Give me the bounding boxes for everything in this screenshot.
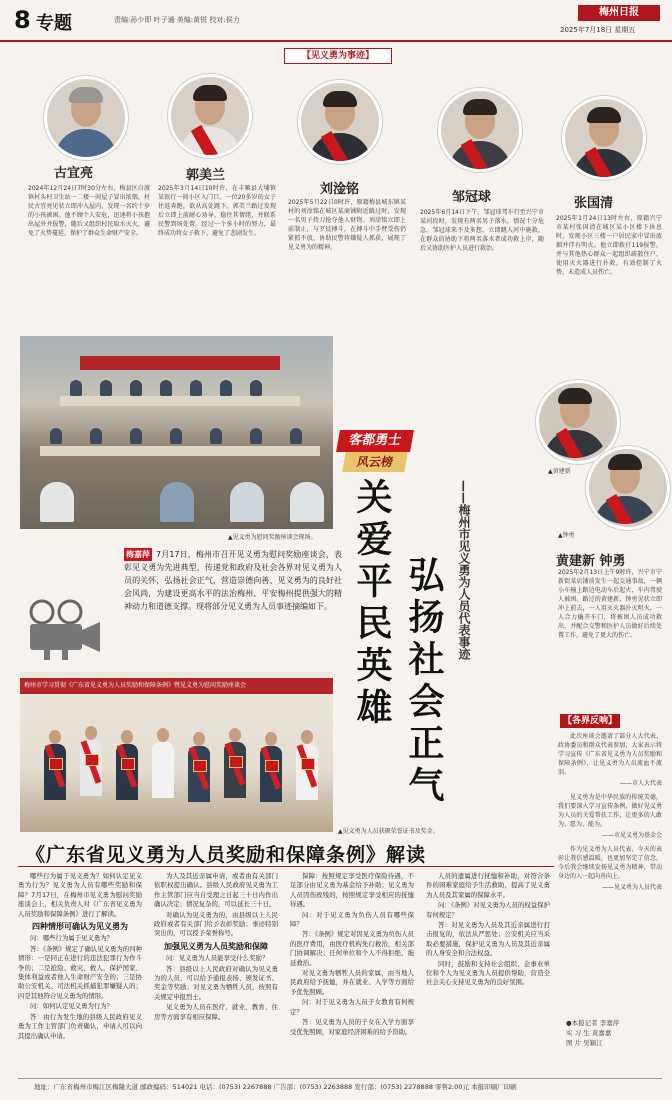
article-column [426, 872, 550, 1070]
article-paragraph: 对确认为见义勇为的，由县级以上人民政府或者有关部门给予表彰奖励；事迹特别突出的，可以授予荣誉称号。 [154, 910, 278, 938]
meeting-banner [80, 356, 280, 370]
hero-name: 刘淦铭 [320, 182, 360, 197]
lead-text: 7月17日，梅州市召开见义勇为慰问奖励座谈会，表彰见义勇为先进典型，传递党和政府及社会各界对见义勇为人员的关怀，弘扬社会正气，营造崇德向善、见义勇为的良好社会风尚，为建设更高水平的法治梅州、平安梅州提供强大的精神动力和道德支撑。现将部分见义勇为人员事迹摘编如下。 [124, 550, 342, 611]
reaction-signature: ——见义勇为人员代表 [601, 884, 662, 891]
article-paragraph: 问：对于见义勇为人员子女教育有何规定？ [290, 998, 414, 1016]
film-camera-icon [20, 598, 104, 662]
article-paragraph: 问：《条例》对见义勇为人员的权益保护有何规定？ [426, 901, 550, 919]
footer-info: 地址：广东省梅州市梅江区梅隆大道 邮政编码：514021 电话：(0753) 2267888 广告部：(0753) 2263888 发行部：(0753) 2278888 零售2.00元 本报印刷厂印刷 [34, 1083, 517, 1091]
photo-caption: ▲见义勇为人员获颁荣誉证书及奖金。 [338, 828, 439, 835]
article-column [154, 872, 278, 1070]
reactions-body [558, 732, 662, 897]
award-ceremony-photo [20, 672, 333, 832]
article-column [290, 872, 414, 1070]
page-footer [0, 1072, 672, 1100]
article-paragraph: 答：《条例》规定了确认见义勇为的四种情形：一是同正在进行的违法犯罪行为作斗争的；二是抢险、救灾、救人，保护国家、集体利益或者他人生命财产安全的；三是协助公安机关、司法机关抓捕犯罪嫌疑人的；四是其他符合见义勇为的情形。 [18, 944, 142, 1000]
reporter-label: 梅嘉萍 [126, 550, 150, 559]
hero-name: 张国清 [574, 196, 614, 211]
badge-line1: 客都勇士 [336, 430, 414, 452]
article-paragraph: 哪些行为属于见义勇为？如何认定见义勇为行为？见义勇为人员有哪些奖励和保障？7月17日，在梅州市见义勇为慰问奖励座谈会上，相关负责人对《广东省见义勇为人员奖励和保障条例》进行了解读。 [18, 872, 142, 918]
article-paragraph: 问：哪些行为属于见义勇为？ [30, 934, 114, 943]
article-paragraph: 见义勇为人员在医疗、就业、教育、住房等方面享有相应保障。 [154, 1003, 278, 1021]
hero-bio: 2025年6月14日下午，邹冠球驾车行至兴宁市某河段时，发现有两名男子落水，情况十分危急。邹冠球来不及多想，立即跳入河中施救，在群众的协助下将两名落水者成功救上岸，随后又协助医护人员进行救治。 [420, 209, 544, 252]
hero-names: 黄建新 钟勇 [556, 554, 626, 569]
lead-paragraph [124, 548, 342, 613]
headline-main-1: 关爱平民英雄 [351, 478, 392, 730]
portrait-photo [438, 88, 522, 172]
editors-line: 责编:孙少即 叶子通 美编:黄锐 校对:侯力 [114, 16, 240, 24]
article-paragraph: 保障：按照规定享受医疗保险待遇，不足部分由见义勇为基金给予补助；见义勇为人员因伤致残的，按照规定享受相应的抚恤待遇。 [290, 872, 414, 909]
article-paragraph: 问：如何认定见义勇为行为？ [30, 1002, 114, 1011]
portrait-photo [168, 74, 252, 158]
article-column [18, 872, 142, 1070]
article-title: 《广东省见义勇为人员奖励和保障条例》解读 [26, 844, 427, 866]
reaction-signature: ——市人大代表 [619, 780, 662, 787]
article-paragraph: 答：由行为发生地的县级人民政府见义勇为工作主管部门负责确认，申请人可以向其提出确认申请。 [18, 1012, 142, 1040]
page-header [0, 0, 672, 42]
article-paragraph: 答：对见义勇为人员及其近亲属进行打击报复的，依法从严惩处；公安机关应当采取必要措施，保护见义勇为人员及其近亲属的人身安全和合法权益。 [426, 921, 550, 958]
section-tag: 【见义勇为事迹】 [284, 48, 392, 64]
headline-main-2: 弘扬社会正气 [403, 556, 444, 808]
portrait-photo [298, 80, 382, 164]
headline-subtitle: ——梅州市见义勇为人员代表事迹 [457, 480, 471, 660]
article-subheading: 四种情形可确认为见义勇为 [32, 922, 128, 932]
article-body [18, 872, 554, 1070]
credits [566, 1018, 662, 1048]
newspaper-brand: 梅州日报 [578, 5, 660, 21]
article-paragraph: 答：《条例》规定对因见义勇为负伤人员的医疗费用，由医疗机构先行救治，相关部门协调解决；任何单位和个人不得拒绝、拖延救治。 [290, 930, 414, 967]
article-paragraph: 同时，鼓励和支持社会组织、企事业单位和个人为见义勇为人员提供帮助，营造全社会关心支持见义勇为的良好氛围。 [426, 959, 550, 987]
credit-line: 实 习 生 黄嘉嘉 [566, 1029, 612, 1037]
hero-name: 古宜亮 [54, 166, 94, 181]
article-paragraph: 为人及其近亲属申请，或者由有关部门依职权提出确认。县级人民政府见义勇为工作主管部门应当自受理之日起三十日内作出确认决定；情况复杂的，可以延长三十日。 [154, 872, 278, 909]
reaction-signature: ——市见义勇为基金会 [601, 832, 662, 839]
article-paragraph: 人员的遗属进行抚恤和补助，对符合条件的困难家庭给予生活救助，提高了见义勇为人员及其家属的保障水平。 [426, 872, 550, 899]
hero-name: 邹冠球 [452, 190, 492, 205]
meeting-photo [20, 336, 333, 529]
hero-name: 郭美兰 [186, 168, 226, 183]
column-badge [338, 430, 412, 474]
hero-bio: 2025年3月14日10时许，在丰顺县大埔镇某银行一间小区入门口，一位20多岁的女子往返奔跑，欲从高处跳下。郭美兰路过发现后立即上前耐心劝导，稳住其情绪，并联系民警到场处置。经过一个多小时的努力，最终成功将女子救下，避免了悲剧发生。 [158, 185, 276, 237]
hero-bio: 2025年5月22日0时许，原籍梅县城东镇某村的刘淦铭在城区某商铺附近路过时，发现一名男子持刀抢夺他人财物。刘淦铭立即上前制止，与歹徒搏斗，在搏斗中手臂受伤仍紧抓不放，协助民警将嫌疑人抓获，展现了见义勇为的精神。 [288, 199, 406, 251]
issue-date: 2025年7月18日 星期五 [560, 26, 636, 34]
article-subheading: 加强见义勇为人员奖励和保障 [164, 941, 268, 951]
hero-bio: 2024年12月24日7时30分左右，梅县区白渡镇村头村卫生站一二楼一间屋子冒出浓烟，村民古宜亮见状立即冲入屋内，发现一名约十岁的小孩被困。他不顾个人安危，迅速将小孩抱出屋外并报警，随后又组织村民取水灭火，避免了火势蔓延，保护了群众生命财产安全。 [28, 185, 150, 237]
photo-caption: ▲见义勇为慰问奖励座谈会现场。 [228, 534, 317, 541]
reactions-title: 【各界反响】 [560, 714, 620, 728]
article-paragraph: 答：见义勇为人员的子女在入学方面享受优先照顾，对家庭经济困难的给予资助。 [290, 1018, 414, 1036]
portrait-photo [44, 76, 128, 160]
article-paragraph: 对见义勇为牺牲人员的家属，由当地人民政府给予抚恤，并在就业、入学等方面给予优先照顾。 [290, 969, 414, 996]
hero-bio: 2025年1月24日13时左右，原籍兴宁市某村张国清在城区某小区楼下休息时，发现小区三楼一户居民家中冒出浓烟并伴有明火。他立即拨打119报警，并与其他热心群众一起组织疏散住户，使用灭火器进行扑救，有效控制了火势，未造成人员伤亡。 [556, 215, 662, 276]
reaction-text: 此次座谈会邀请了部分人大代表、政协委员和群众代表参加，大家表示将学习宣传《广东省见义勇为人员奖励和保障条例》，让见义勇为人员流血不流泪。 [558, 733, 662, 776]
reaction-text: 作为见义勇为人员代表，今天的表彰让我倍感温暖，也更加坚定了信念，今后我会继续发扬见义勇为精神，带动身边的人一起向善向上。 [558, 846, 662, 880]
reaction-text: 见义勇为是中华民族的传统美德，我们要深入学习宣传条例，做好见义勇为人员的关爱帮扶工作，让更多的人敢为、愿为、能为。 [558, 794, 662, 828]
ceremony-banner: 梅州市学习贯彻《广东省见义勇为人员奖励和保障条例》暨见义勇为慰问奖励座谈会 [20, 678, 333, 694]
photo-caption: ▲黄建新 [548, 468, 571, 475]
article-paragraph: 问：见义勇为人员能享受什么奖励？ [166, 954, 269, 963]
article-paragraph: 答：县级以上人民政府对确认为见义勇为的人员，可以给予通报表扬、颁发证书、奖金等奖励；对见义勇为牺牲人员，按照有关规定申报烈士。 [154, 964, 278, 1001]
page-number: 8 [14, 6, 31, 34]
credit-line: 图 片 吴颖江 [566, 1039, 603, 1047]
title-rule [18, 866, 554, 867]
credit-line: ●本报记者 李嘉萍 [566, 1019, 620, 1027]
portrait-photo [562, 96, 646, 180]
badge-line2: 风云榜 [342, 452, 408, 472]
section-title: 专题 [36, 13, 72, 34]
portrait-photo [586, 446, 670, 530]
photo-caption: ▲钟勇 [558, 532, 575, 539]
article-paragraph: 问：对于见义勇为负伤人员有哪些保障？ [290, 910, 414, 929]
hero-bio: 2025年2月13日上午9时许，兴宁市宁新街某店铺前发生一起交通事故，一辆小车撞上路边电动车后起火，车内驾驶人被困。路过的黄建新、钟勇见状立即冲上前去，一人用灭火器扑灭明火，一人合力撬开车门，将被困人员成功救出，并配合交警和医护人员做好后续处置工作，避免了更大的伤亡。 [558, 569, 662, 639]
